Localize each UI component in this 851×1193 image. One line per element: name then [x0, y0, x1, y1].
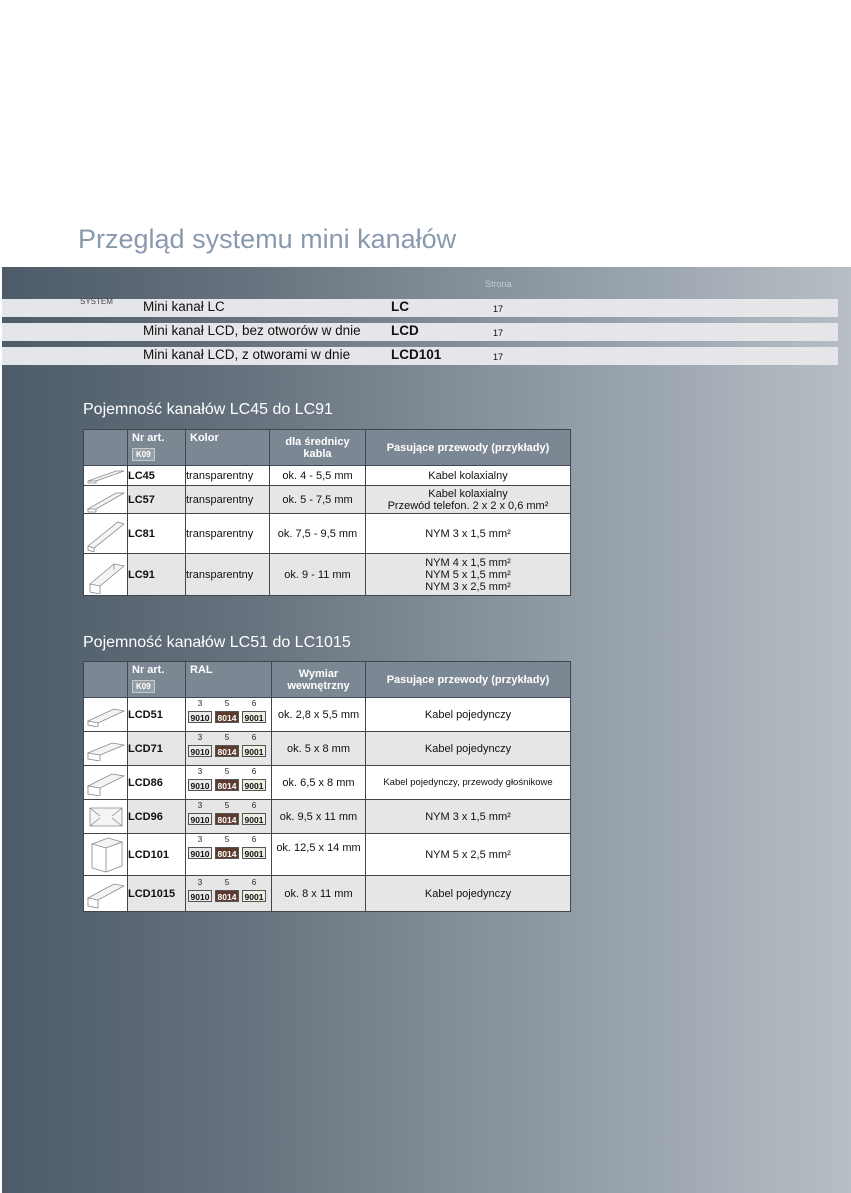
dla-cell: ok. 7,5 - 9,5 mm	[270, 514, 366, 554]
pas-cell: NYM 4 x 1,5 mm² NYM 5 x 1,5 mm² NYM 3 x 2,5 mm²	[366, 554, 571, 596]
ral-swatch-8014: 8014	[215, 711, 239, 723]
wym-cell: ok. 9,5 x 11 mm	[272, 800, 366, 834]
system-page: 17	[493, 328, 504, 338]
pas-cell: NYM 5 x 2,5 mm²	[366, 834, 571, 876]
channel-image	[84, 834, 128, 876]
image-header	[84, 662, 128, 698]
system-code: LCD	[391, 323, 419, 338]
ral-swatch-9001: 9001	[242, 779, 266, 791]
system-page: 17	[493, 352, 504, 362]
capacity-table-lcd	[83, 661, 571, 912]
table-row	[84, 466, 571, 486]
ral-swatch-9001: 9001	[242, 711, 266, 723]
nr-cell: LCD71	[128, 732, 186, 766]
wym-header: Wymiar wewnętrzny	[272, 662, 366, 698]
channel-image	[84, 876, 128, 912]
dla-header: dla średnicy kabla	[270, 430, 366, 466]
system-code: LC	[391, 299, 409, 314]
kolor-cell: transparentny	[186, 514, 270, 554]
ral-swatch-8014: 8014	[215, 779, 239, 791]
image-header	[84, 430, 128, 466]
ral-cell: 3 5 6 9010 8014 9001	[186, 732, 272, 766]
wym-cell: ok. 8 x 11 mm	[272, 876, 366, 912]
table1-title: Pojemność kanałów LC45 do LC91	[83, 401, 333, 418]
ral-swatch-9001: 9001	[242, 745, 266, 757]
ral-swatch-9010: 9010	[188, 779, 212, 791]
ral-swatch-9010: 9010	[188, 745, 212, 757]
table-row	[84, 732, 571, 766]
ral-cell: 3 5 6 9010 8014 9001	[186, 876, 272, 912]
system-label: SYSTEM	[80, 297, 113, 306]
channel-image	[84, 554, 128, 596]
k09-badge: K09	[132, 680, 155, 693]
wym-cell: ok. 6,5 x 8 mm	[272, 766, 366, 800]
table-row	[84, 554, 571, 596]
ral-swatch-9001: 9001	[242, 847, 266, 859]
system-page: 17	[493, 304, 504, 314]
table-row	[84, 514, 571, 554]
ral-swatch-9010: 9010	[188, 847, 212, 859]
wym-cell: ok. 5 x 8 mm	[272, 732, 366, 766]
ral-swatch-9001: 9001	[242, 813, 266, 825]
dla-cell: ok. 9 - 11 mm	[270, 554, 366, 596]
k09-badge: K09	[132, 448, 155, 461]
nr-cell: LCD101	[128, 834, 186, 876]
channel-image	[84, 486, 128, 514]
ral-cell: 3 5 6 9010 8014 9001	[186, 834, 272, 876]
nr-cell: LCD86	[128, 766, 186, 800]
ral-cell: 3 5 6 9010 8014 9001	[186, 800, 272, 834]
ral-cell: 3 5 6 9010 8014 9001	[186, 766, 272, 800]
kolor-cell: transparentny	[186, 466, 270, 486]
pas-cell: NYM 3 x 1,5 mm²	[366, 800, 571, 834]
channel-image	[84, 466, 128, 486]
pas-cell: Kabel pojedynczy, przewody głośnikowe	[366, 766, 571, 800]
pas-cell: Kabel pojedynczy	[366, 876, 571, 912]
system-name: Mini kanał LCD, bez otworów w dnie	[143, 323, 361, 338]
system-name: Mini kanał LCD, z otworami w dnie	[143, 347, 351, 362]
dla-cell: ok. 4 - 5,5 mm	[270, 466, 366, 486]
nr-header: Nr art. K09	[128, 430, 186, 466]
table-row	[84, 486, 571, 514]
table-row	[84, 834, 571, 876]
capacity-table-lc	[83, 429, 571, 596]
pas-cell: Kabel kolaxialny	[366, 466, 571, 486]
strona-label: Strona	[485, 279, 512, 289]
nr-cell: LCD96	[128, 800, 186, 834]
channel-image	[84, 766, 128, 800]
ral-swatch-8014: 8014	[215, 745, 239, 757]
pas-cell: Kabel pojedynczy	[366, 732, 571, 766]
system-code: LCD101	[391, 347, 442, 362]
kolor-header: Kolor	[186, 430, 270, 466]
table-row	[84, 800, 571, 834]
kolor-cell: transparentny	[186, 486, 270, 514]
system-row-bg	[2, 323, 838, 341]
ral-swatch-8014: 8014	[215, 890, 239, 902]
ral-swatch-8014: 8014	[215, 813, 239, 825]
ral-swatch-9010: 9010	[188, 890, 212, 902]
ral-swatch-9010: 9010	[188, 711, 212, 723]
kolor-cell: transparentny	[186, 554, 270, 596]
channel-image	[84, 800, 128, 834]
system-name: Mini kanał LC	[143, 299, 225, 314]
nr-cell: LCD1015	[128, 876, 186, 912]
pas-cell: Kabel pojedynczy	[366, 698, 571, 732]
ral-swatch-9001: 9001	[242, 890, 266, 902]
table-row	[84, 876, 571, 912]
system-row-bg	[2, 299, 838, 317]
ral-swatch-9010: 9010	[188, 813, 212, 825]
pas-header: Pasujące przewody (przykłady)	[366, 430, 571, 466]
nr-header: Nr art. K09	[128, 662, 186, 698]
wym-cell: ok. 12,5 x 14 mm	[272, 834, 366, 876]
ral-header: RAL	[186, 662, 272, 698]
nr-cell: LCD51	[128, 698, 186, 732]
ral-cell: 3 5 6 9010 8014 9001	[186, 698, 272, 732]
page-title: Przegląd systemu mini kanałów	[78, 224, 457, 254]
dla-cell: ok. 5 - 7,5 mm	[270, 486, 366, 514]
table2-title: Pojemność kanałów LC51 do LC1015	[83, 634, 351, 651]
nr-cell: LC91	[128, 554, 186, 596]
ral-swatch-8014: 8014	[215, 847, 239, 859]
pas-cell: NYM 3 x 1,5 mm²	[366, 514, 571, 554]
table-row	[84, 698, 571, 732]
wym-cell: ok. 2,8 x 5,5 mm	[272, 698, 366, 732]
nr-cell: LC57	[128, 486, 186, 514]
pas-cell: Kabel kolaxialny Przewód telefon. 2 x 2 x 0,6 mm²	[366, 486, 571, 514]
nr-cell: LC45	[128, 466, 186, 486]
table-row	[84, 766, 571, 800]
pas-header: Pasujące przewody (przykłady)	[366, 662, 571, 698]
channel-image	[84, 732, 128, 766]
nr-cell: LC81	[128, 514, 186, 554]
channel-image	[84, 514, 128, 554]
channel-image	[84, 698, 128, 732]
